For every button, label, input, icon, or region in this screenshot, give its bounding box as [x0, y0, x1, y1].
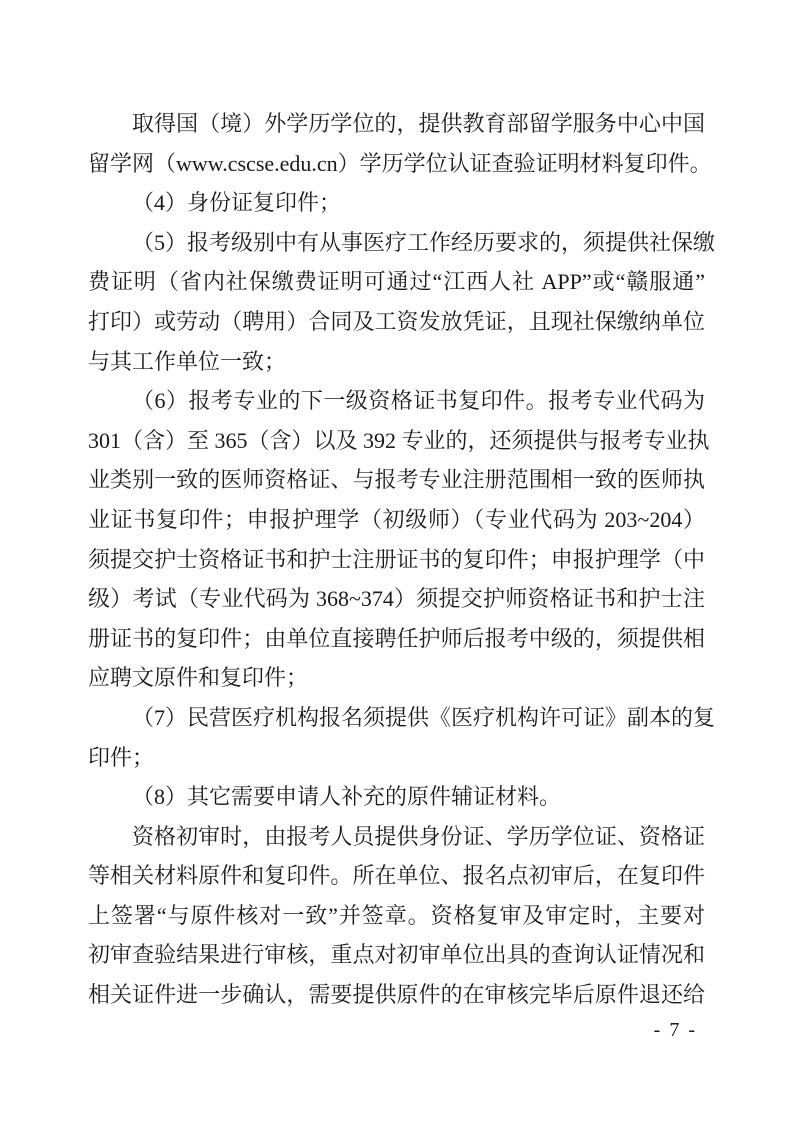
text-line: （6）报考专业的下一级资格证书复印件。报考专业代码为	[132, 388, 705, 414]
text-line: （4）身份证复印件；	[132, 190, 342, 216]
text-line: 业证书复印件；申报护理学（初级师）（专业代码为 203~204）	[88, 506, 705, 532]
document-body	[88, 104, 716, 1015]
text-line: 301（含）至 365（含）以及 392 专业的，还须提供与报考专业执	[88, 427, 710, 453]
text-line: 相关证件进一步确认，需要提供原件的在审核完毕后原件退还给	[88, 982, 705, 1008]
text-line: 费证明（省内社保缴费证明可通过“江西人社 APP”或“赣服通”	[88, 269, 705, 295]
text-line: 须提交护士资格证书和护士注册证书的复印件；申报护理学（中	[88, 546, 705, 572]
text-line: 资格初审时，由报考人员提供身份证、学历学位证、资格证	[132, 823, 705, 849]
text-line: 级）考试（专业代码为 368~374）须提交护师资格证书和护士注	[88, 586, 705, 612]
page-number: - 7 -	[653, 1019, 697, 1041]
text-line: （7）民营医疗机构报名须提供《医疗机构许可证》副本的复	[132, 704, 716, 730]
text-line: （8）其它需要申请人补充的原件辅证材料。	[132, 784, 562, 810]
text-line: 留学网（www.cscse.edu.cn）学历学位认证查验证明材料复印件。	[88, 150, 712, 176]
text-line: 打印）或劳动（聘用）合同及工资发放凭证，且现社保缴纳单位	[88, 308, 705, 334]
text-line: （5）报考级别中有从事医疗工作经历要求的，须提供社保缴	[132, 229, 716, 255]
text-line: 上签署“与原件核对一致”并签章。资格复审及审定时，主要对	[88, 902, 706, 928]
text-line: 印件；	[88, 744, 155, 770]
text-line: 取得国（境）外学历学位的，提供教育部留学服务中心中国	[132, 111, 705, 136]
text-line: 与其工作单位一致；	[88, 348, 287, 374]
text-line: 册证书的复印件；由单位直接聘任护师后报考中级的，须提供相	[88, 625, 705, 651]
text-line: 初审查验结果进行审核，重点对初审单位出具的查询认证情况和	[88, 942, 705, 968]
text-line: 等相关材料原件和复印件。所在单位、报名点初审后，在复印件	[88, 863, 705, 889]
text-line: 业类别一致的医师资格证、与报考专业注册范围相一致的医师执	[88, 467, 705, 493]
text-line: 应聘文原件和复印件；	[88, 665, 309, 691]
